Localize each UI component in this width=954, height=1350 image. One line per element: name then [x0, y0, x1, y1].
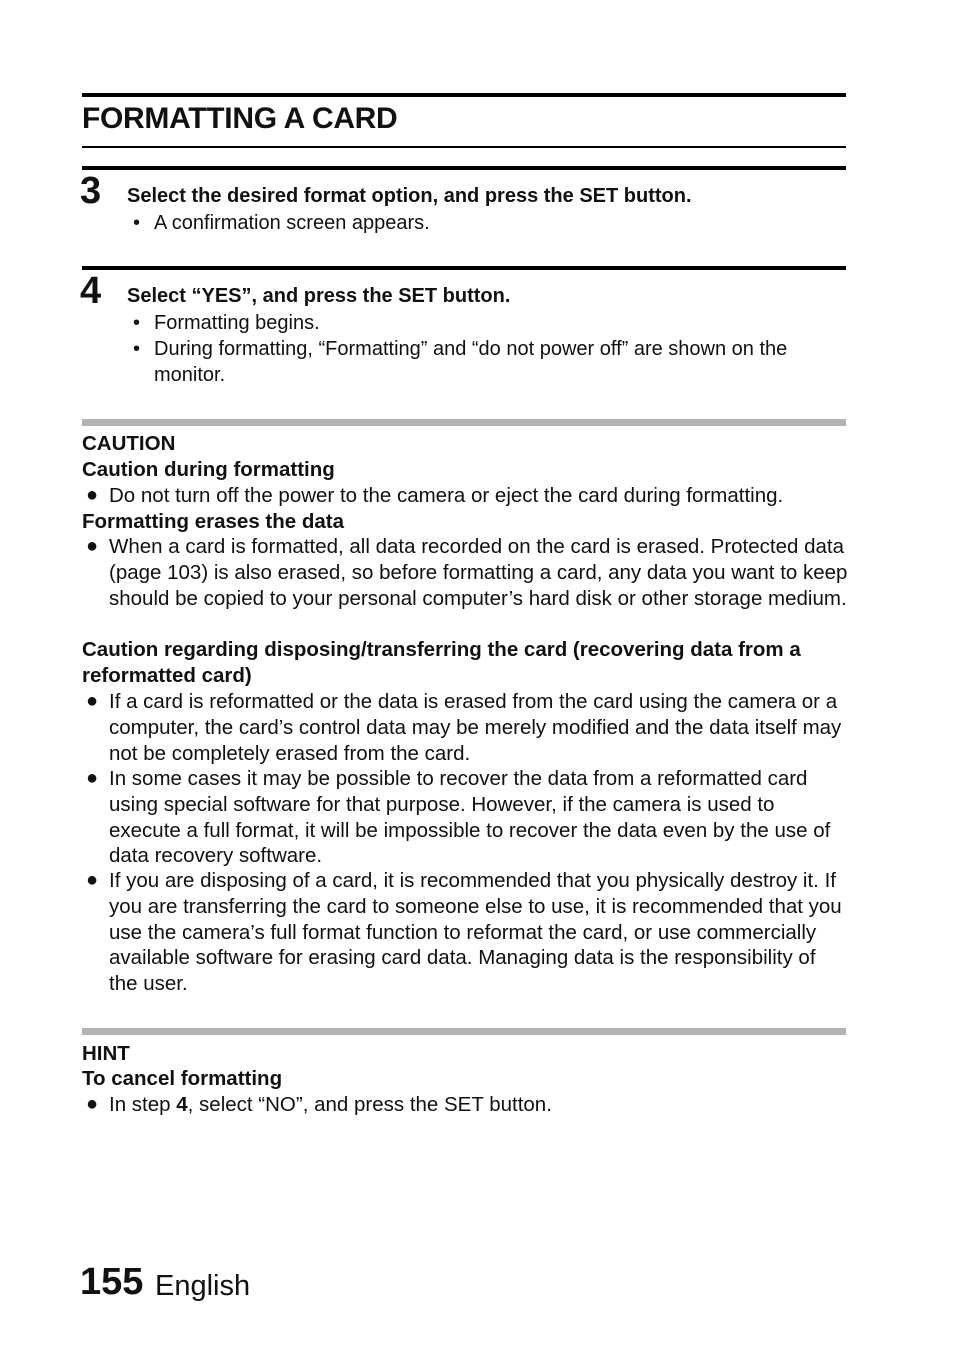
- hint-bullet-step: 4: [176, 1093, 188, 1116]
- hint-bullet-prefix: In step: [109, 1093, 177, 1116]
- caution-bullet: If a card is reformatted or the data is erased from the card using the camera or a computer, the card’s control data may be merely modified and the data itself may not be completely erased from the card.: [109, 690, 842, 765]
- caution-bullet: Do not turn off the power to the camera or eject the card during formatting.: [109, 484, 784, 507]
- hint-rule: [82, 1028, 846, 1035]
- step4-bullet-mark: •: [133, 338, 141, 360]
- caution-bullet: If you are disposing of a card, it is recommended that you physically destroy it. If you are transferring the card to someone else to use, it is recommended that you use the camera’s full format function to reformat the card, or use commercially available software for erasing card data. Managing data is the responsibility of the user.: [109, 869, 842, 996]
- hint-bullet-suffix: , select “NO”, and press the SET button.: [187, 1093, 552, 1116]
- bullet-mark: ●: [86, 767, 99, 789]
- step3-bullet-mark: •: [133, 212, 141, 234]
- step4-heading: Select “YES”, and press the SET button.: [127, 285, 511, 307]
- caution-label: CAUTION: [82, 432, 176, 455]
- hint-heading: To cancel formatting: [82, 1067, 283, 1090]
- caution-bullet: In some cases it may be possible to recover the data from a reformatted card using special software for that purpose. However, if the camera is used to execute a full format, it will be impossible to recover the data even by the use of data recovery software.: [109, 767, 831, 868]
- bullet-mark: ●: [86, 690, 99, 712]
- bullet-mark: ●: [86, 869, 99, 891]
- step4-bullet: During formatting, “Formatting” and “do not power off” are shown on the monitor.: [154, 338, 788, 386]
- caution-heading: Formatting erases the data: [82, 510, 345, 533]
- bullet-mark: ●: [86, 484, 99, 506]
- title-top-rule: [82, 93, 846, 97]
- hint-bullet: [109, 1092, 849, 1118]
- language-label: English: [155, 1270, 251, 1302]
- step3-number: 3: [80, 170, 102, 212]
- caution-bullet: When a card is formatted, all data recorded on the card is erased. Protected data (page 103) is also erased, so before formatting a card, any data you want to keep should be copied to your personal computer’s hard disk or other storage medium.: [109, 535, 848, 610]
- step4-bullet-mark: •: [133, 312, 141, 334]
- caution-heading: Caution during formatting: [82, 458, 335, 481]
- caution-rule: [82, 419, 846, 426]
- page-number: 155: [80, 1261, 144, 1303]
- caution-heading: Caution regarding disposing/transferring the card (recovering data from a reformatted card): [82, 638, 801, 687]
- bullet-mark: ●: [86, 1093, 99, 1115]
- step3-heading: Select the desired format option, and press the SET button.: [127, 185, 692, 207]
- step3-bullet: A confirmation screen appears.: [154, 212, 430, 234]
- page-title: FORMATTING A CARD: [82, 102, 398, 135]
- hint-label: HINT: [82, 1042, 130, 1065]
- bullet-mark: ●: [86, 535, 99, 557]
- step3-rule: [82, 166, 846, 170]
- title-bottom-rule: [82, 146, 846, 148]
- step4-number: 4: [80, 270, 102, 312]
- step4-rule: [82, 266, 846, 270]
- step4-bullet: Formatting begins.: [154, 312, 320, 334]
